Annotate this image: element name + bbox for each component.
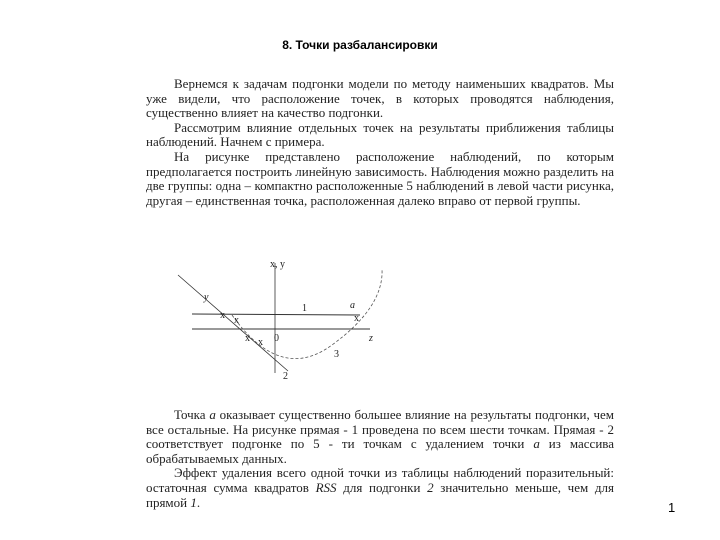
point-mark: x bbox=[258, 337, 263, 348]
page-title: 8. Точки разбалансировки bbox=[282, 38, 438, 52]
axis-label-y: x, y bbox=[270, 259, 285, 270]
text-run: . bbox=[196, 494, 201, 510]
page-number: 1 bbox=[668, 500, 676, 515]
fit-2-ref: 2 bbox=[427, 479, 434, 495]
regression-figure bbox=[170, 255, 400, 385]
point-a-label: a bbox=[350, 300, 355, 311]
line-1-ref: 1 bbox=[190, 494, 197, 510]
line-2 bbox=[178, 275, 288, 371]
text-run: оказывает существенно большее влияние на результаты подгонки, чем все остальные. На рисунке прямая - 1 проведена по всем шести точкам. Прямая - 2 соответствует подгонке по 5 - ти точкам с удалением точки bbox=[146, 407, 615, 452]
curve-3 bbox=[232, 269, 382, 359]
line-1 bbox=[192, 314, 360, 315]
paragraph bbox=[146, 408, 614, 466]
intro-text bbox=[146, 77, 614, 208]
curve-3-label: 3 bbox=[334, 349, 339, 360]
point-a-ref: a bbox=[533, 436, 540, 452]
text-run: Эффект удаления всего одной точки из таблицы наблюдений поразительный: остаточная сумма квадратов bbox=[146, 465, 614, 495]
explanation-text bbox=[146, 408, 614, 510]
text-run: Точка bbox=[174, 407, 210, 422]
point-mark: x bbox=[220, 310, 225, 321]
text-run: для подгонки bbox=[336, 479, 428, 495]
paragraph: Рассмотрим влияние отдельных точек на результаты приближения таблицы наблюдений. Начнем с примера. bbox=[146, 119, 614, 150]
text-run: из массива обрабатываемых данных. bbox=[146, 436, 615, 466]
origin-label: 0 bbox=[274, 333, 279, 344]
line-2-label: 2 bbox=[283, 371, 288, 382]
rss-ref: RSS bbox=[315, 479, 337, 495]
y-label: y bbox=[204, 292, 209, 303]
paragraph: На рисунке представлено расположение наблюдений, по которым предполагается построить линейную зависимость. Наблюдения можно разделить на две группы: одна – компактно расположенные 5 наблюдений в левой части рисунка, другая – единственная точка, расположенная далеко вправо от первой группы. bbox=[146, 148, 614, 208]
axis-label-x: z bbox=[369, 333, 373, 344]
point-mark: x bbox=[354, 313, 359, 324]
point-mark: x bbox=[245, 333, 250, 344]
text-run: значительно меньше, чем для прямой bbox=[146, 479, 614, 510]
line-1-label: 1 bbox=[302, 303, 307, 314]
point-a-ref: a bbox=[209, 407, 216, 422]
paragraph: Вернемся к задачам подгонки модели по методу наименьших квадратов. Мы уже видели, что расположение точек, в которых проводятся наблюдения, существенно влияет на качество подгонки. bbox=[146, 76, 614, 121]
paragraph bbox=[146, 466, 614, 510]
point-mark: x bbox=[234, 315, 239, 326]
